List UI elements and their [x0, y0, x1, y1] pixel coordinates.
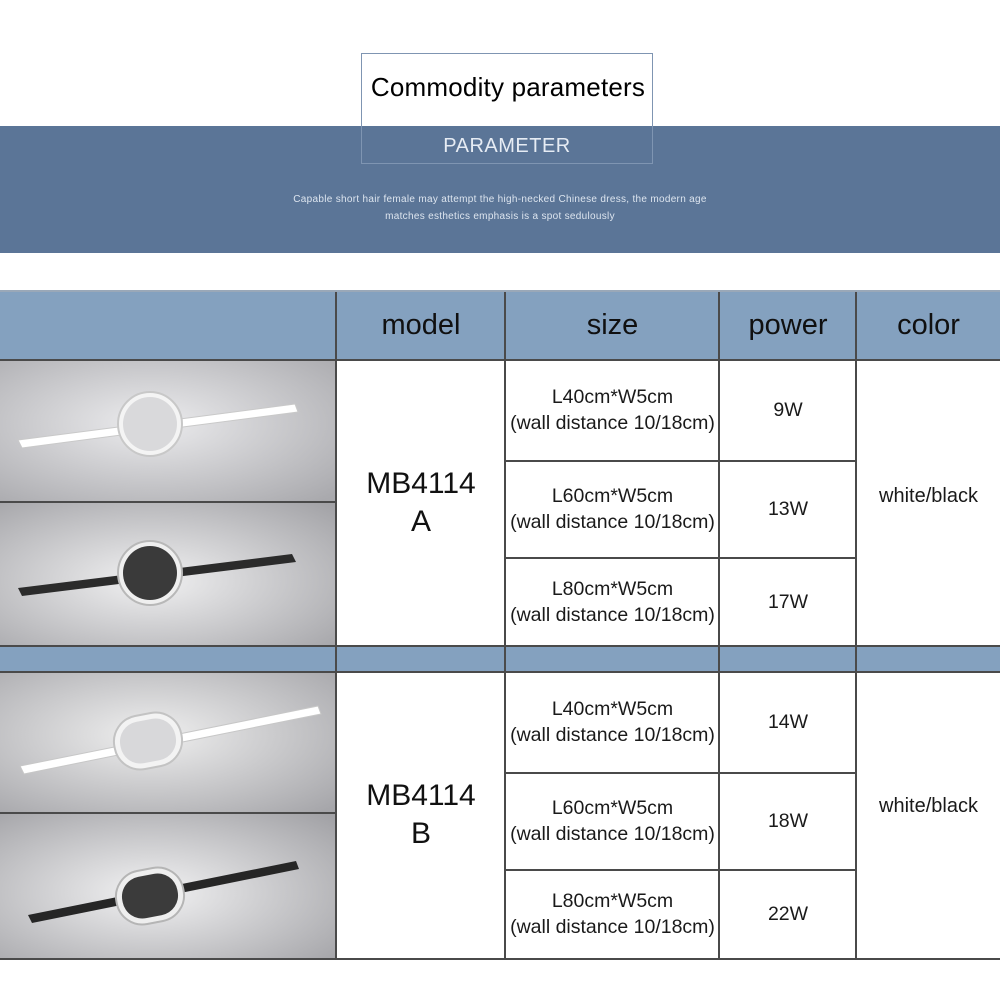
grid-line [504, 557, 856, 559]
page-title: Commodity parameters [370, 72, 646, 102]
grid-line [504, 460, 856, 462]
size-wall-distance: (wall distance 10/18cm) [510, 823, 715, 845]
model-name: MB4114 [366, 467, 476, 500]
size-wall-distance: (wall distance 10/18cm) [510, 511, 715, 533]
model-name: MB4114 [366, 779, 476, 812]
size-wall-distance: (wall distance 10/18cm) [510, 604, 715, 626]
grid-line [0, 958, 1000, 960]
product-image-a-white [0, 360, 335, 501]
grid-line [504, 291, 506, 959]
column-header-power: power [748, 308, 828, 341]
power-cell: 13W [767, 498, 809, 520]
grid-line [0, 645, 1000, 647]
column-header-model: model [381, 308, 461, 341]
column-header-color: color [897, 308, 960, 341]
grid-line [718, 291, 720, 959]
grid-line [504, 772, 856, 774]
power-cell: 17W [767, 591, 809, 613]
banner-label: PARAMETER [443, 135, 571, 157]
banner-text-line-1: Capable short hair female may attempt the high-necked Chinese dress, the modern age [293, 194, 707, 205]
table-group-divider-bar [0, 646, 1000, 671]
size-cell [506, 672, 719, 772]
grid-line [855, 291, 857, 959]
model-cell-b [337, 672, 505, 958]
size-wall-distance: (wall distance 10/18cm) [510, 724, 715, 746]
column-header-size: size [586, 308, 639, 341]
color-cell-b: white/black [879, 795, 978, 817]
size-dimensions: L60cm*W5cm [551, 485, 674, 507]
grid-line [0, 812, 335, 814]
grid-line [0, 501, 335, 503]
size-dimensions: L80cm*W5cm [551, 578, 674, 600]
grid-line [0, 671, 1000, 673]
product-image-b-white [0, 672, 335, 812]
power-cell: 18W [767, 810, 809, 832]
power-cell: 9W [773, 399, 803, 421]
grid-line [0, 359, 1000, 361]
size-dimensions: L40cm*W5cm [551, 698, 674, 720]
product-image-b-black [0, 813, 335, 958]
size-cell [506, 360, 719, 460]
model-variant: B [410, 817, 431, 850]
power-cell: 14W [767, 711, 809, 733]
power-cell: 22W [767, 903, 809, 925]
grid-line [0, 290, 1000, 292]
size-cell [506, 773, 719, 869]
size-cell [506, 870, 719, 958]
size-dimensions: L80cm*W5cm [551, 890, 674, 912]
size-wall-distance: (wall distance 10/18cm) [510, 412, 715, 434]
size-cell [506, 558, 719, 646]
banner-text-line-2: matches esthetics emphasis is a spot sedulously [385, 211, 615, 222]
model-cell-a [337, 360, 505, 646]
size-dimensions: L40cm*W5cm [551, 386, 674, 408]
grid-line [504, 869, 856, 871]
size-wall-distance: (wall distance 10/18cm) [510, 916, 715, 938]
product-image-a-black [0, 502, 335, 645]
model-variant: A [410, 505, 431, 538]
size-cell [506, 461, 719, 557]
grid-line [335, 291, 337, 959]
size-dimensions: L60cm*W5cm [551, 797, 674, 819]
color-cell-a: white/black [879, 485, 978, 507]
